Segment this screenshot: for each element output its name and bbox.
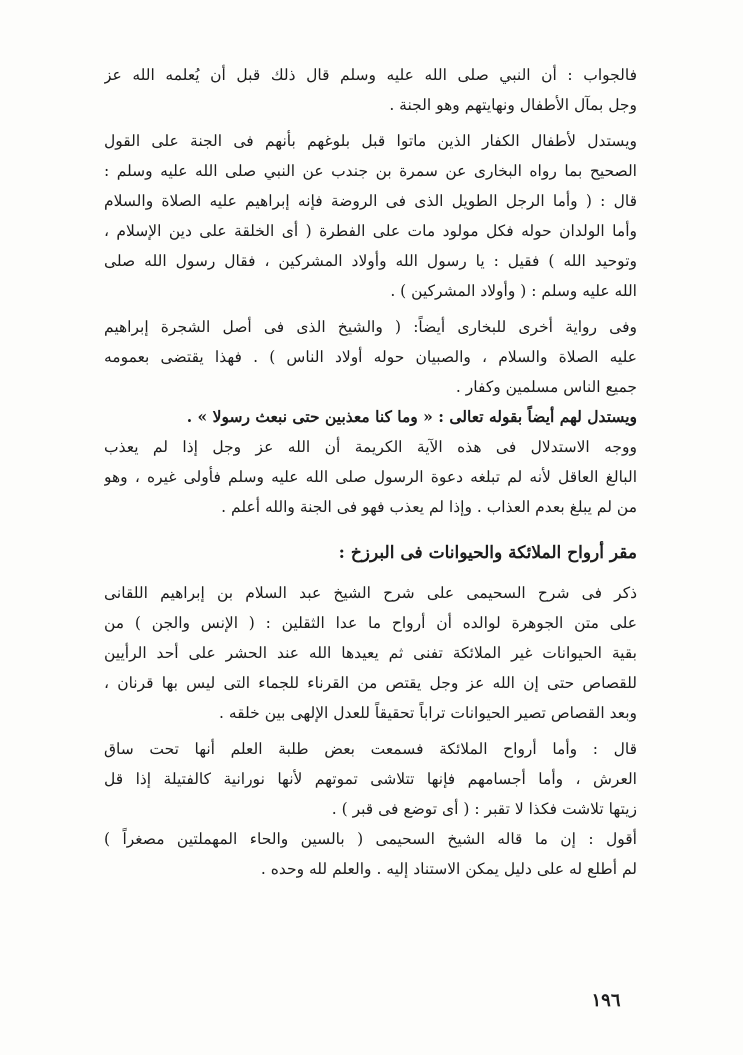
text-line: فالجواب : أن النبي صلى الله عليه وسلم قال ذلك قبل أن يُعلمه الله عز	[104, 66, 637, 84]
text-line: وأما الولدان حوله فكل مولود مات على الفطرة ( أى الخلقة على دين الإسلام ،	[104, 222, 637, 240]
text-line: لم أطلع له على دليل يمكن الاستناد إليه . والعلم لله وحده .	[260, 860, 637, 878]
paragraph-answer	[104, 60, 637, 120]
text-line: العرش ، وأما أجسامهم فإنها تتلاشى تموتهم لأنها نورانية كالفتيلة إذا قل	[104, 770, 637, 788]
text-line: للقصاص حتى إن الله عز وجل يقتص من القرناء للجماء التى ليس بها قرنان ،	[104, 674, 637, 692]
text-line: قال : وأما أرواح الملائكة فسمعت بعض طلبة العلم أنها تحت ساق	[104, 740, 637, 758]
paragraph-quran-verse	[104, 402, 637, 432]
text-line: جميع الناس مسلمين وكفار .	[455, 378, 637, 396]
text-line: ووجه الاستدلال فى هذه الآية الكريمة أن الله عز وجل إذا لم يعذب	[104, 438, 637, 456]
text-line: زيتها تلاشت فكذا لا تقبر : ( أى توضع فى قبر ) .	[331, 800, 637, 818]
text-line: وبعد القصاص تصير الحيوانات تراباً تحقيقاً للعدل الإلهى بين خلقه .	[219, 704, 637, 722]
text-line: ويستدل لأطفال الكفار الذين ماتوا قبل بلوغهم بأنهم فى الجنة على القول	[104, 132, 637, 150]
paragraph-inference	[104, 432, 637, 522]
text-line: وفى رواية أخرى للبخارى أيضاً: ( والشيخ الذى فى أصل الشجرة إبراهيم	[104, 318, 637, 336]
text-line: الله عليه وسلم : ( وأولاد المشركين ) .	[390, 282, 637, 300]
paragraph-angels-souls	[104, 734, 637, 824]
text-line: أقول : إن ما قاله الشيخ السحيمى ( بالسين والحاء المهملتين مصغراً )	[104, 830, 637, 848]
text-line: على متن الجوهرة لوالده أن أرواح ما عدا الثقلين : ( الإنس والجن ) من	[104, 614, 637, 632]
paragraph-sihaimi	[104, 578, 637, 728]
text-line: ذكر فى شرح السحيمى على شرح الشيخ عبد السلام بن إبراهيم اللقانى	[104, 584, 637, 602]
text-line: ويستدل لهم أيضاً بقوله تعالى : « وما كنا معذبين حتى نبعث رسولا » .	[186, 407, 637, 426]
page-body	[104, 60, 637, 884]
text-line: قال : ( وأما الرجل الطويل الذى فى الروضة فإنه إبراهيم عليه الصلاة والسلام	[104, 192, 637, 210]
text-line: وجل بمآل الأطفال ونهايتهم وهو الجنة .	[389, 96, 637, 114]
paragraph-another-narration	[104, 312, 637, 402]
text-line: وتوحيد الله ) فقيل : يا رسول الله وأولاد المشركين ، فقال رسول الله صلى	[104, 252, 637, 270]
text-line: بقية الحيوانات غير الملائكة تفنى ثم يعيدها الله عند الحشر على أحد الرأيين	[104, 644, 637, 662]
text-line: من لم يبلغ بعدم العذاب . وإذا لم يعذب فهو فى الجنة والله أعلم .	[221, 498, 637, 516]
text-line: البالغ العاقل لأنه لم تبلغه دعوة الرسول صلى الله عليه وسلم فأولى غيره ، وهو	[104, 468, 637, 486]
section-heading: مقر أرواح الملائكة والحيوانات فى البرزخ :	[338, 543, 637, 563]
paragraph-children-of-disbelievers	[104, 126, 637, 306]
paragraph-author-comment	[104, 824, 637, 884]
text-line: عليه الصلاة والسلام ، والصبيان حوله أولاد الناس ) . فهذا يقتضى بعمومه	[104, 348, 637, 366]
text-line: الصحيح بما رواه البخارى عن سمرة بن جندب عن النبي صلى الله عليه وسلم :	[104, 162, 637, 180]
page-number: ١٩٦	[591, 990, 621, 1011]
